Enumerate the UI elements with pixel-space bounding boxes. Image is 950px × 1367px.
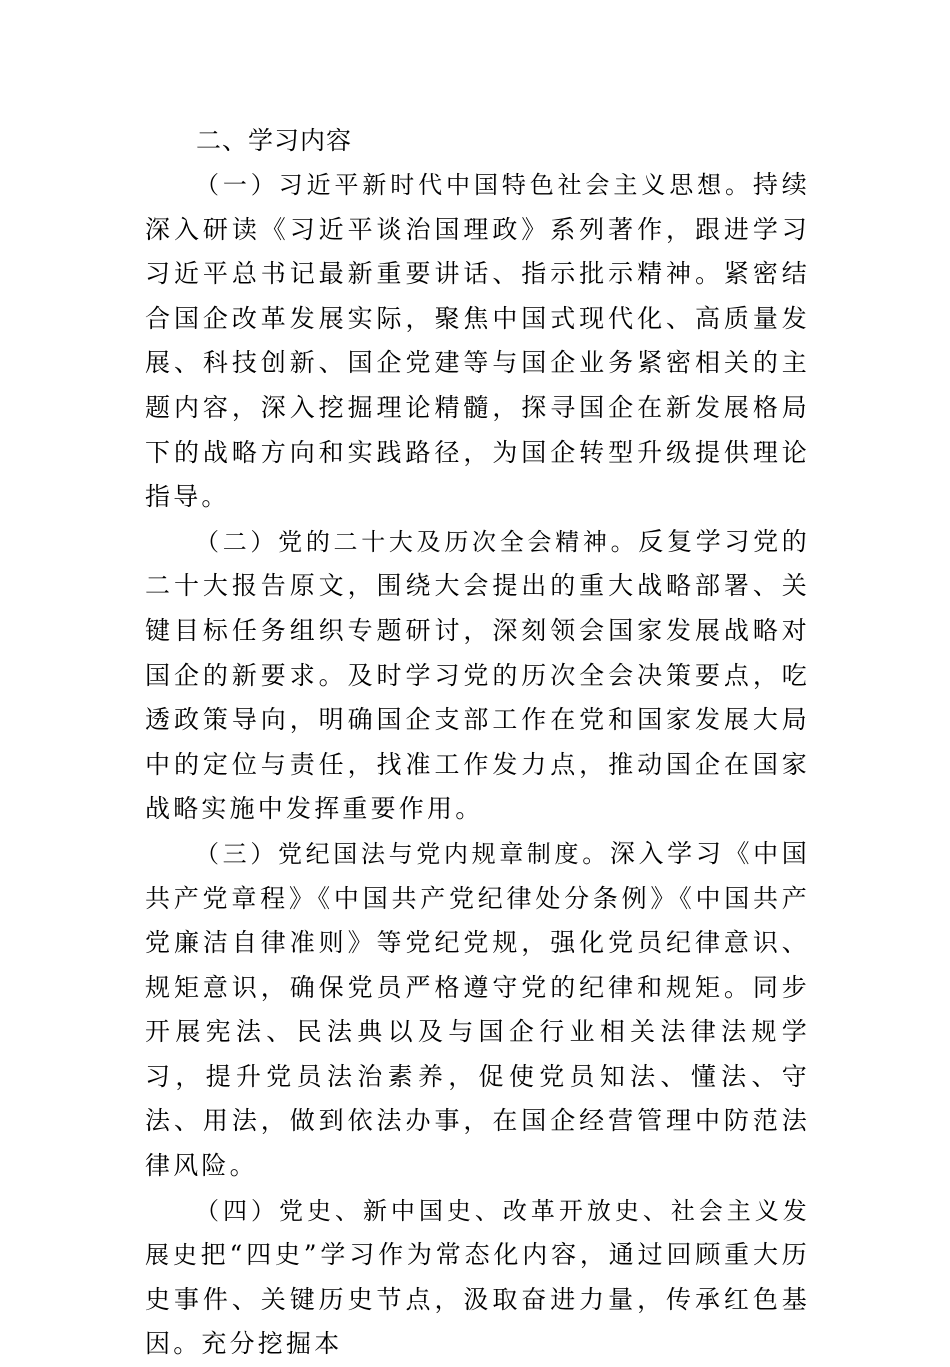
paragraph-2-heading: （二）党的二十大及历次全会精神。 xyxy=(195,527,639,556)
paragraph-1-body: 持续深入研读《习近平谈治国理政》系列著作，跟进学习习近平总书记最新重要讲话、指示批示精神。紧密结合国企改革发展实际，聚焦中国式现代化、高质量发展、科技创新、国企党建等与国企业务紧密相关的主题内容，深入挖掘理论精髓，探寻国企在新发展格局下的战略方向和实践路径，为国企转型升级提供理论指导。 xyxy=(145,170,811,512)
paragraph-4-body: 把“四史”学习作为常态化内容，通过回顾重大历史事件、关键历史节点，汲取奋进力量，传承红色基因。充分挖掘本 xyxy=(145,1240,810,1359)
paragraph-1 xyxy=(145,163,810,520)
paragraph-3-body: 深入学习《中国共产党章程》《中国共产党纪律处分条例》《中国共产党廉洁自律准则》等党纪党规，强化党员纪律意识、规矩意识，确保党员严格遵守党的纪律和规矩。同步开展宪法、民法典以及与国企行业相关法律法规学习，提升党员法治素养，促使党员知法、懂法、守法、用法，做到依法办事，在国企经营管理中防范法律风险。 xyxy=(145,838,811,1181)
paragraph-2 xyxy=(145,520,810,832)
section-title: 二、学习内容 xyxy=(196,126,353,155)
paragraph-3-heading: （三）党纪国法与党内规章制度。 xyxy=(195,839,610,868)
paragraph-1-heading: （一）习近平新时代中国特色社会主义思想。 xyxy=(195,171,753,199)
paragraph-2-body: 反复学习党的二十大报告原文，围绕大会提出的重大战略部署、关键目标任务组织专题研讨，深刻领会国家发展战略对国企的新要求。及时学习党的历次全会决策要点，吃透政策导向，明确国企支部工作在党和国家发展大局中的定位与责任，找准工作发力点，推动国企在国家战略实施中发挥重要作用。 xyxy=(145,526,811,824)
paragraph-4 xyxy=(145,1189,810,1367)
paragraph-4-heading: （四）党史、新中国史、改革开放史、社会主义发展史 xyxy=(145,1196,810,1270)
document-body xyxy=(145,163,810,1367)
paragraph-3 xyxy=(145,832,810,1189)
